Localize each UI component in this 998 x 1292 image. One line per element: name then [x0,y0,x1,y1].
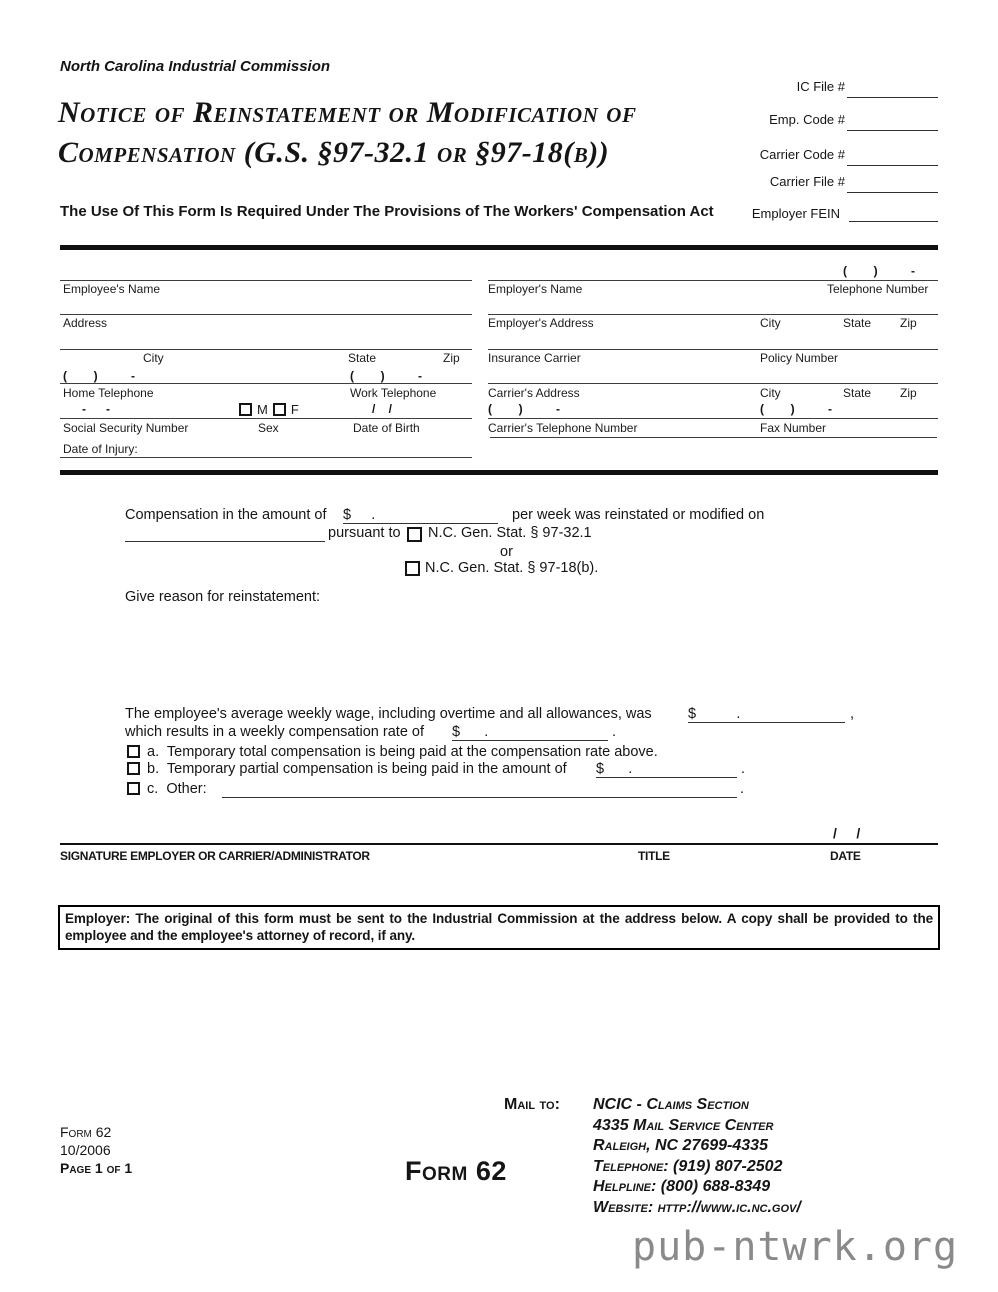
footer-form-number: Form 62 [60,1124,112,1140]
home-telephone-label: Home Telephone [63,386,154,400]
mail-line-6: Website: http://www.ic.nc.gov/ [593,1198,801,1216]
carrier-file-line[interactable] [847,192,938,193]
rate-period: . [612,724,617,740]
option-c-checkbox[interactable] [127,782,140,795]
sex-field [239,402,299,417]
mail-address-block [593,1095,801,1218]
carrier-state-label: State [843,386,872,400]
mail-to-label: Mail to: [504,1096,560,1113]
aww-blank[interactable]: $ . [688,706,845,723]
compensation-amount-prefix: Compensation in the amount of [125,507,327,523]
carrier-file-label: Carrier File # [769,174,845,189]
statute-2-checkbox[interactable] [405,561,420,576]
aww-row [125,706,905,726]
employee-address-line[interactable] [60,314,472,315]
carrier-city-label: City [760,386,781,400]
watermark-text: pub-ntwrk.org [632,1224,959,1270]
phones-line[interactable] [60,383,472,384]
insurance-carrier-line[interactable] [488,349,938,350]
telephone-mask: ( ) - [843,264,915,278]
compensation-amount-blank[interactable]: $ . [343,507,498,524]
requirement-statement: The Use Of This Form Is Required Under The Provisions of The Workers' Compensation Act [60,203,714,220]
carrier-phone-mask: ( ) - [488,402,560,416]
form-number-large: Form 62 [405,1156,507,1186]
compensation-amount-row [125,507,905,527]
employee-name-label: Employee's Name [63,282,160,296]
fax-mask: ( ) - [760,402,832,416]
carrier-code-line[interactable] [847,165,938,166]
right-column-closing-line [490,437,937,438]
ssn-label: Social Security Number [63,421,189,435]
option-b-blank[interactable]: $ . [596,761,737,778]
home-phone-mask: ( ) - [63,369,135,383]
aww-comma: , [850,706,855,722]
date-label: DATE [830,849,861,863]
form-title-line1: Notice of Reinstatement or Modification of [58,96,637,129]
work-telephone-label: Work Telephone [350,386,437,400]
carrier-address-line[interactable] [488,383,938,384]
employer-notice: Employer: The original of this form must be sent to the Industrial Commission at the address below. A copy shall be provided to the employee and the employee's attorney of record, if any. [58,905,940,950]
title-label: TITLE [638,849,670,863]
employer-name-line[interactable] [488,280,938,281]
employee-zip-label: Zip [443,351,460,365]
employer-address-label: Employer's Address [488,316,594,330]
aww-prefix: The employee's average weekly wage, including overtime and all allowances, was [125,706,652,722]
signature-rule[interactable] [60,843,938,845]
fax-number-label: Fax Number [760,421,827,435]
emp-code-line[interactable] [847,130,938,131]
option-a-checkbox[interactable] [127,745,140,758]
carrier-telephone-label: Carrier's Telephone Number [488,421,638,435]
employee-name-line[interactable] [60,280,472,281]
pursuant-row [125,525,725,545]
reinstated-date-blank[interactable] [125,525,325,542]
or-label: or [500,544,513,560]
rate-blank[interactable]: $ . [452,724,608,741]
rate-prefix: which results in a weekly compensation rate of [125,724,425,740]
option-b-label: b. Temporary partial compensation is being paid in the amount of [147,761,567,777]
option-b-checkbox[interactable] [127,762,140,775]
female-checkbox[interactable] [273,403,286,416]
option-b-row [127,761,907,780]
form-title-line2: Compensation (G.S. §97-32.1 or §97-18(b)) [58,136,610,169]
agency-name: North Carolina Industrial Commission [60,58,331,75]
footer-revision-date: 10/2006 [60,1142,111,1158]
footer-page-info: Page 1 of 1 [60,1160,133,1176]
option-c-period: . [740,781,745,797]
dob-label: Date of Birth [353,421,420,435]
signature-date-mask: / / [833,825,861,841]
ssn-mask: - - [82,402,110,416]
mail-line-5: Helpline: (800) 688-8349 [593,1178,771,1195]
statute-1-label: N.C. Gen. Stat. § 97-32.1 [428,525,592,541]
option-c-label: c. Other: [147,781,207,797]
carrier-zip-label: Zip [900,386,917,400]
option-c-row [127,781,907,800]
section-rule-bottom [60,470,938,475]
dob-mask: / / [372,402,393,416]
pursuant-label: pursuant to [328,525,401,541]
employee-address-label: Address [63,316,108,330]
employer-fein-label: Employer FEIN [751,206,840,221]
date-of-injury-line[interactable] [60,457,472,458]
ic-file-line[interactable] [847,97,938,98]
mail-line-4: Telephone: (919) 807-2502 [593,1157,783,1175]
ic-file-label: IC File # [796,79,845,94]
option-a-label: a. Temporary total compensation is being paid at the compensation rate above. [147,744,658,760]
rate-row [125,724,725,744]
signature-label: SIGNATURE EMPLOYER OR CARRIER/ADMINISTRATOR [60,849,370,863]
employer-state-label: State [843,316,872,330]
employer-zip-label: Zip [900,316,917,330]
employer-name-label: Employer's Name [488,282,583,296]
employee-city-line[interactable] [60,349,472,350]
employer-fein-line[interactable] [849,221,938,222]
employee-city-label: City [143,351,164,365]
section-rule-top [60,245,938,250]
statute-1-checkbox[interactable] [407,527,422,542]
option-b-period: . [741,761,746,777]
male-checkbox[interactable] [239,403,252,416]
insurance-carrier-label: Insurance Carrier [488,351,581,365]
sex-label: Sex [258,421,279,435]
mail-line-3: Raleigh, NC 27699-4335 [593,1137,768,1154]
option-c-blank[interactable] [222,781,737,798]
employer-address-line[interactable] [488,314,938,315]
female-label: F [290,402,299,417]
telephone-number-label: Telephone Number [827,282,929,296]
mail-line-2: 4335 Mail Service Center [593,1116,774,1134]
date-of-injury-label: Date of Injury: [63,442,138,456]
statute-2-label: N.C. Gen. Stat. § 97-18(b). [425,560,599,576]
carrier-address-label: Carrier's Address [488,386,580,400]
employer-city-label: City [760,316,781,330]
compensation-amount-suffix: per week was reinstated or modified on [512,507,765,523]
work-phone-mask: ( ) - [350,369,422,383]
emp-code-label: Emp. Code # [769,112,845,127]
statute-2-row [405,560,705,580]
male-label: M [257,402,268,417]
policy-number-label: Policy Number [760,351,839,365]
carrier-phone-fax-line[interactable] [488,418,938,419]
employee-state-label: State [348,351,377,365]
carrier-code-label: Carrier Code # [759,147,845,162]
reason-label: Give reason for reinstatement: [125,589,321,605]
mail-line-1: NCIC - Claims Section [593,1096,749,1113]
ssn-sex-dob-line[interactable] [60,418,472,419]
